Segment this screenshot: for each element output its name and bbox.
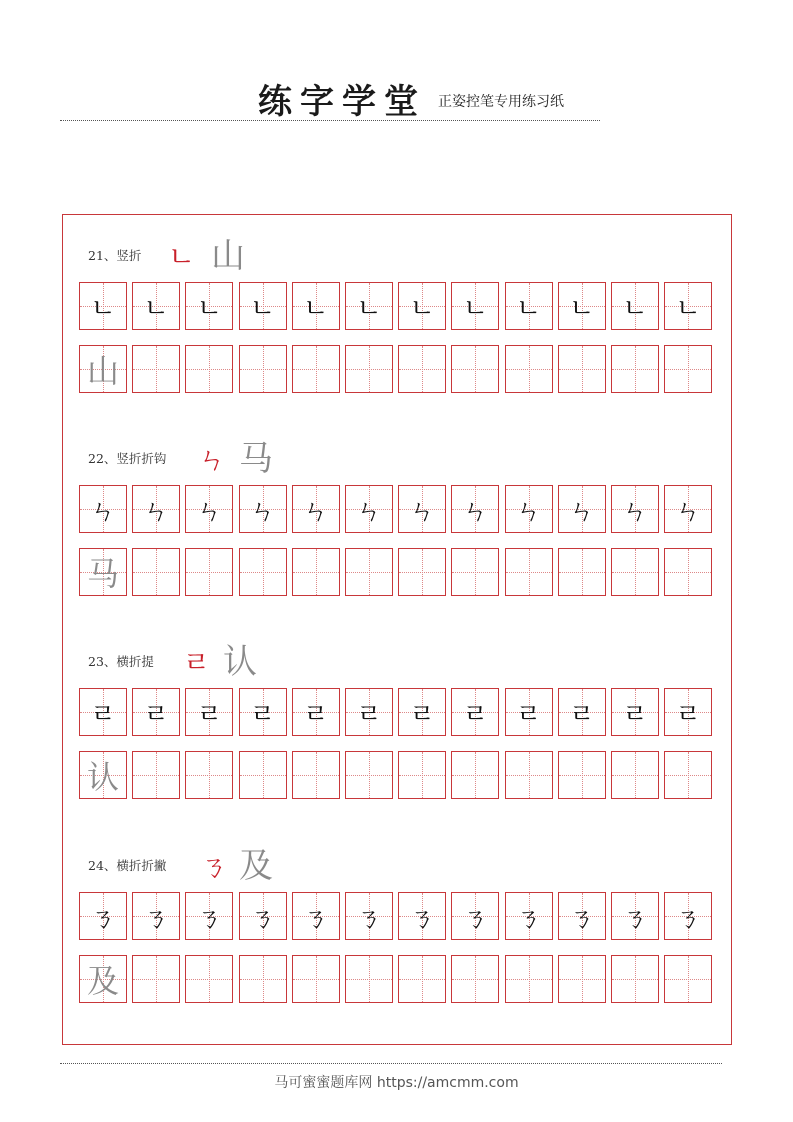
grid-cell[interactable] bbox=[398, 345, 446, 393]
stroke-glyph: ㄋ bbox=[568, 903, 595, 934]
grid-cell[interactable] bbox=[398, 485, 446, 533]
stroke-glyph: ㄴ bbox=[303, 293, 329, 324]
grid-cell[interactable] bbox=[664, 282, 712, 330]
grid-cell[interactable] bbox=[611, 688, 659, 736]
grid-cell[interactable] bbox=[239, 282, 287, 330]
grid-cell[interactable] bbox=[505, 955, 553, 1003]
grid-cell[interactable] bbox=[239, 892, 287, 940]
grid-cell[interactable] bbox=[558, 345, 606, 393]
grid-cell[interactable] bbox=[79, 282, 127, 330]
grid-cell[interactable] bbox=[664, 892, 712, 940]
page-title: 练字学堂 bbox=[258, 82, 426, 122]
model-char: 马 bbox=[86, 555, 119, 593]
stroke-section bbox=[63, 237, 731, 427]
stroke-glyph: ㄋ bbox=[409, 903, 436, 934]
grid-cell[interactable] bbox=[505, 548, 553, 596]
grid-cell[interactable] bbox=[451, 688, 499, 736]
grid-cell[interactable] bbox=[79, 751, 127, 799]
section-label: 23、横折提 bbox=[88, 654, 154, 669]
grid-cell[interactable] bbox=[664, 548, 712, 596]
stroke-glyph: ㄴ bbox=[143, 293, 169, 324]
grid-cell[interactable] bbox=[558, 282, 606, 330]
page-subtitle: 正姿控笔专用练习纸 bbox=[438, 94, 564, 110]
stroke-glyph: ㄹ bbox=[622, 699, 648, 730]
stroke-glyph: ㄣ bbox=[196, 496, 223, 527]
grid-cell[interactable] bbox=[611, 751, 659, 799]
grid-cell[interactable] bbox=[185, 345, 233, 393]
grid-cell[interactable] bbox=[185, 282, 233, 330]
grid-cell[interactable] bbox=[132, 688, 180, 736]
stroke-glyph: ㄹ bbox=[462, 699, 488, 730]
grid-cell[interactable] bbox=[345, 282, 393, 330]
grid-cell[interactable] bbox=[398, 751, 446, 799]
grid-cell[interactable] bbox=[185, 688, 233, 736]
grid-cell[interactable] bbox=[505, 345, 553, 393]
stroke-glyph: ㄣ bbox=[355, 496, 382, 527]
section-example-char: 马 bbox=[239, 439, 273, 479]
stroke-glyph: ㄹ bbox=[569, 699, 595, 730]
footer-divider bbox=[60, 1063, 722, 1064]
model-char: 及 bbox=[86, 962, 119, 1000]
grid-cell[interactable] bbox=[185, 548, 233, 596]
grid-cell[interactable] bbox=[132, 548, 180, 596]
grid-cell[interactable] bbox=[558, 548, 606, 596]
grid-cell[interactable] bbox=[451, 282, 499, 330]
section-stroke: ㄹ bbox=[183, 646, 211, 679]
grid-cell[interactable] bbox=[132, 751, 180, 799]
grid-cell[interactable] bbox=[79, 345, 127, 393]
practice-frame bbox=[62, 214, 732, 1045]
grid-cell[interactable] bbox=[611, 892, 659, 940]
grid-cell[interactable] bbox=[558, 751, 606, 799]
stroke-glyph: ㄴ bbox=[409, 293, 435, 324]
stroke-glyph: ㄴ bbox=[622, 293, 648, 324]
stroke-glyph: ㄋ bbox=[462, 903, 489, 934]
grid-cell[interactable] bbox=[558, 485, 606, 533]
grid-cell[interactable] bbox=[451, 345, 499, 393]
grid-cell[interactable] bbox=[292, 282, 340, 330]
grid-cell[interactable] bbox=[558, 688, 606, 736]
grid-cell[interactable] bbox=[79, 548, 127, 596]
grid-cell[interactable] bbox=[611, 282, 659, 330]
grid-cell[interactable] bbox=[79, 892, 127, 940]
grid-cell[interactable] bbox=[132, 485, 180, 533]
section-label: 21、竖折 bbox=[88, 248, 142, 263]
grid-cell[interactable] bbox=[505, 282, 553, 330]
stroke-glyph: ㄣ bbox=[515, 496, 542, 527]
grid-cell[interactable] bbox=[239, 688, 287, 736]
grid-cell[interactable] bbox=[451, 751, 499, 799]
grid-cell[interactable] bbox=[664, 688, 712, 736]
page-header bbox=[60, 60, 600, 122]
section-example-char: 认 bbox=[223, 642, 257, 682]
grid-cell[interactable] bbox=[239, 955, 287, 1003]
stroke-glyph: ㄋ bbox=[89, 903, 116, 934]
grid-cell[interactable] bbox=[398, 548, 446, 596]
grid-cell[interactable] bbox=[398, 688, 446, 736]
grid-cell[interactable] bbox=[345, 892, 393, 940]
grid-cell[interactable] bbox=[292, 485, 340, 533]
section-example-char: 山 bbox=[211, 236, 245, 276]
grid-cell[interactable] bbox=[345, 688, 393, 736]
stroke-glyph: ㄣ bbox=[89, 496, 116, 527]
grid-cell[interactable] bbox=[345, 345, 393, 393]
section-stroke: ㄣ bbox=[198, 443, 227, 476]
grid-cell[interactable] bbox=[79, 485, 127, 533]
grid-cell[interactable] bbox=[239, 751, 287, 799]
grid-cell[interactable] bbox=[505, 485, 553, 533]
grid-cell[interactable] bbox=[451, 485, 499, 533]
header-divider bbox=[60, 120, 600, 121]
grid-cell[interactable] bbox=[505, 688, 553, 736]
model-char: 认 bbox=[86, 758, 119, 796]
stroke-glyph: ㄴ bbox=[516, 293, 542, 324]
grid-cell[interactable] bbox=[185, 955, 233, 1003]
footer-text: 马可蜜蜜题库网 https://amcmm.com bbox=[274, 1075, 519, 1091]
grid-cell[interactable] bbox=[239, 548, 287, 596]
grid-cell[interactable] bbox=[185, 485, 233, 533]
stroke-glyph: ㄹ bbox=[303, 699, 329, 730]
stroke-glyph: ㄹ bbox=[409, 699, 435, 730]
grid-cell[interactable] bbox=[292, 688, 340, 736]
grid-cell[interactable] bbox=[664, 485, 712, 533]
model-char: 山 bbox=[86, 352, 119, 390]
grid-cell[interactable] bbox=[345, 548, 393, 596]
stroke-glyph: ㄹ bbox=[516, 699, 542, 730]
stroke-glyph: ㄴ bbox=[196, 293, 222, 324]
grid-cell[interactable] bbox=[451, 892, 499, 940]
stroke-glyph: ㄋ bbox=[675, 903, 702, 934]
stroke-glyph: ㄣ bbox=[143, 496, 170, 527]
stroke-glyph: ㄣ bbox=[249, 496, 276, 527]
grid-cell[interactable] bbox=[79, 955, 127, 1003]
stroke-glyph: ㄋ bbox=[302, 903, 329, 934]
grid-cell[interactable] bbox=[611, 955, 659, 1003]
stroke-glyph: ㄴ bbox=[462, 293, 488, 324]
stroke-glyph: ㄹ bbox=[196, 699, 222, 730]
grid-cell[interactable] bbox=[398, 955, 446, 1003]
stroke-glyph: ㄹ bbox=[143, 699, 169, 730]
grid-cell[interactable] bbox=[611, 485, 659, 533]
grid-cell[interactable] bbox=[558, 892, 606, 940]
stroke-glyph: ㄋ bbox=[196, 903, 223, 934]
grid-cell[interactable] bbox=[239, 485, 287, 533]
grid-cell[interactable] bbox=[505, 892, 553, 940]
stroke-glyph: ㄣ bbox=[462, 496, 489, 527]
section-example-char: 及 bbox=[239, 846, 273, 886]
stroke-glyph: ㄴ bbox=[675, 293, 701, 324]
grid-cell[interactable] bbox=[505, 751, 553, 799]
section-stroke: ㄋ bbox=[200, 850, 229, 883]
stroke-glyph: ㄣ bbox=[409, 496, 436, 527]
grid-cell[interactable] bbox=[451, 955, 499, 1003]
grid-cell[interactable] bbox=[239, 345, 287, 393]
grid-cell[interactable] bbox=[345, 751, 393, 799]
stroke-glyph: ㄴ bbox=[569, 293, 595, 324]
section-label: 22、竖折折钩 bbox=[88, 451, 167, 466]
stroke-section bbox=[63, 847, 731, 1037]
grid-cell[interactable] bbox=[664, 751, 712, 799]
grid-cell[interactable] bbox=[292, 345, 340, 393]
stroke-glyph: ㄹ bbox=[90, 699, 116, 730]
stroke-glyph: ㄋ bbox=[621, 903, 648, 934]
stroke-glyph: ㄋ bbox=[515, 903, 542, 934]
stroke-glyph: ㄋ bbox=[143, 903, 170, 934]
stroke-glyph: ㄋ bbox=[355, 903, 382, 934]
stroke-glyph: ㄣ bbox=[621, 496, 648, 527]
grid-cell[interactable] bbox=[185, 751, 233, 799]
grid-cell[interactable] bbox=[292, 751, 340, 799]
stroke-glyph: ㄣ bbox=[568, 496, 595, 527]
section-label: 24、横折折撇 bbox=[88, 858, 167, 873]
stroke-glyph: ㄋ bbox=[249, 903, 276, 934]
grid-cell[interactable] bbox=[611, 345, 659, 393]
stroke-section bbox=[63, 643, 731, 833]
grid-cell[interactable] bbox=[132, 892, 180, 940]
grid-cell[interactable] bbox=[185, 892, 233, 940]
grid-cell[interactable] bbox=[664, 955, 712, 1003]
stroke-glyph: ㄹ bbox=[250, 699, 276, 730]
grid-cell[interactable] bbox=[132, 282, 180, 330]
grid-cell[interactable] bbox=[345, 955, 393, 1003]
grid-cell[interactable] bbox=[292, 548, 340, 596]
stroke-glyph: ㄹ bbox=[356, 699, 382, 730]
grid-cell[interactable] bbox=[611, 548, 659, 596]
grid-cell[interactable] bbox=[398, 892, 446, 940]
stroke-glyph: ㄣ bbox=[302, 496, 329, 527]
stroke-glyph: ㄴ bbox=[356, 293, 382, 324]
grid-cell[interactable] bbox=[132, 955, 180, 1003]
grid-cell[interactable] bbox=[451, 548, 499, 596]
grid-cell[interactable] bbox=[398, 282, 446, 330]
grid-cell[interactable] bbox=[558, 955, 606, 1003]
section-stroke: ㄴ bbox=[168, 240, 196, 273]
stroke-glyph: ㄴ bbox=[90, 293, 116, 324]
stroke-glyph: ㄣ bbox=[675, 496, 702, 527]
grid-cell[interactable] bbox=[345, 485, 393, 533]
stroke-glyph: ㄴ bbox=[250, 293, 276, 324]
grid-cell[interactable] bbox=[292, 955, 340, 1003]
grid-cell[interactable] bbox=[664, 345, 712, 393]
stroke-glyph: ㄹ bbox=[675, 699, 701, 730]
grid-cell[interactable] bbox=[132, 345, 180, 393]
grid-cell[interactable] bbox=[79, 688, 127, 736]
stroke-section bbox=[63, 440, 731, 630]
grid-cell[interactable] bbox=[292, 892, 340, 940]
